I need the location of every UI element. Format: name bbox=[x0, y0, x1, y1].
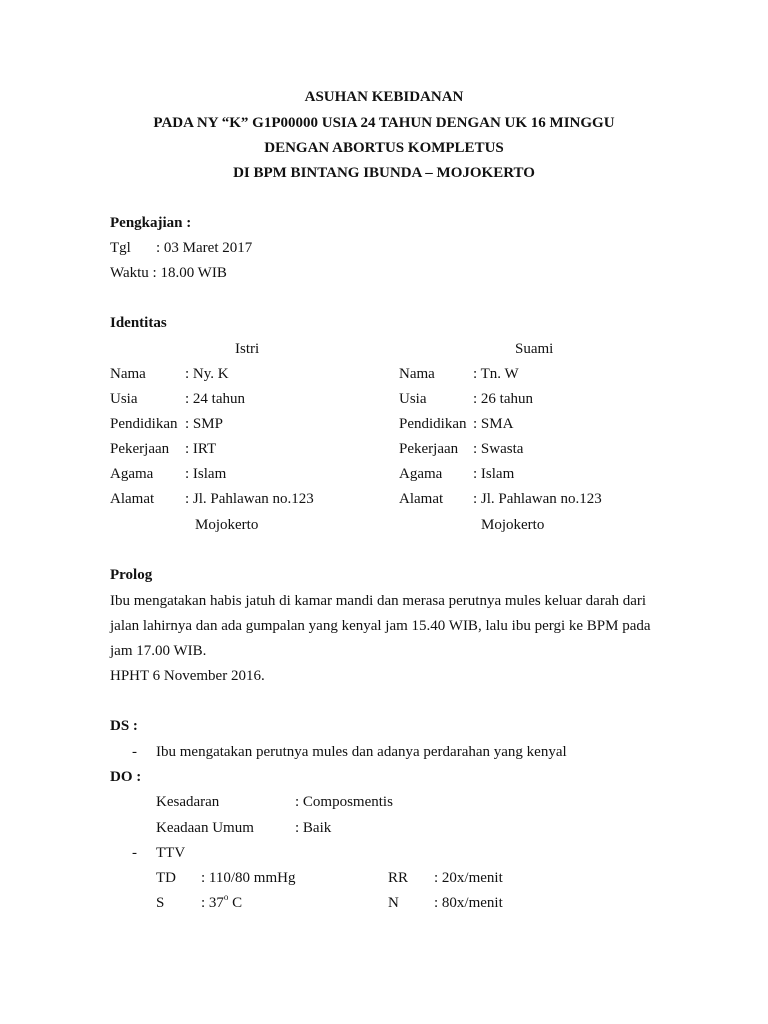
suami-pendidikan-label: Pendidikan bbox=[399, 416, 467, 432]
ds-item: Ibu mengatakan perutnya mules dan adanya perdarahan yang kenyal bbox=[156, 744, 567, 760]
suami-pendidikan-value: : SMA bbox=[473, 416, 514, 432]
n-value: : 80x/menit bbox=[434, 895, 503, 911]
suami-alamat-label: Alamat bbox=[399, 491, 444, 507]
ttv-label: TTV bbox=[156, 845, 186, 861]
istri-nama-value: : Ny. K bbox=[185, 366, 229, 382]
kesadaran-label: Kesadaran bbox=[156, 794, 220, 810]
n-label: N bbox=[388, 895, 399, 911]
suami-pekerjaan-value: : Swasta bbox=[473, 441, 524, 457]
title-line-1: ASUHAN KEBIDANAN bbox=[304, 89, 464, 105]
hpht-line: HPHT 6 November 2016. bbox=[110, 668, 265, 684]
istri-usia-value: : 24 tahun bbox=[185, 391, 245, 407]
s-label: S bbox=[156, 895, 165, 911]
istri-agama-value: : Islam bbox=[185, 466, 227, 482]
suami-agama-value: : Islam bbox=[473, 466, 515, 482]
istri-pekerjaan-label: Pekerjaan bbox=[110, 441, 170, 457]
title-line-2: PADA NY “K” G1P00000 USIA 24 TAHUN DENGAN UK 16 MINGGU bbox=[153, 115, 615, 131]
istri-pekerjaan-value: : IRT bbox=[185, 441, 217, 457]
rr-label: RR bbox=[388, 870, 409, 886]
istri-usia-label: Usia bbox=[110, 391, 138, 407]
prolog-line-2: jalan lahirnya dan ada gumpalan yang kenyal jam 15.40 WIB, lalu ibu pergi ke BPM pada bbox=[110, 618, 651, 634]
suami-usia-value: : 26 tahun bbox=[473, 391, 533, 407]
s-value bbox=[201, 894, 242, 912]
s-value-number: : 37 bbox=[201, 895, 224, 911]
suami-nama-label: Nama bbox=[399, 366, 435, 382]
rr-value: : 20x/menit bbox=[434, 870, 503, 886]
title-line-4: DI BPM BINTANG IBUNDA – MOJOKERTO bbox=[233, 165, 535, 181]
prolog-line-3: jam 17.00 WIB. bbox=[110, 643, 207, 659]
td-value: : 110/80 mmHg bbox=[201, 870, 296, 886]
prolog-line-1: Ibu mengatakan habis jatuh di kamar mandi dan merasa perutnya mules keluar darah dari bbox=[110, 593, 647, 609]
suami-header: Suami bbox=[515, 341, 554, 357]
suami-alamat-line2: Mojokerto bbox=[481, 517, 545, 533]
istri-header: Istri bbox=[235, 341, 260, 357]
istri-pendidikan-value: : SMP bbox=[185, 416, 223, 432]
istri-agama-label: Agama bbox=[110, 466, 154, 482]
suami-alamat-value: : Jl. Pahlawan no.123 bbox=[473, 491, 602, 507]
s-value-unit: C bbox=[228, 895, 243, 911]
suami-agama-label: Agama bbox=[399, 466, 443, 482]
istri-alamat-value: : Jl. Pahlawan no.123 bbox=[185, 491, 314, 507]
keadaan-umum-value: : Baik bbox=[295, 820, 332, 836]
title-line-3: DENGAN ABORTUS KOMPLETUS bbox=[264, 140, 504, 156]
pengkajian-heading: Pengkajian : bbox=[110, 215, 192, 231]
istri-alamat-label: Alamat bbox=[110, 491, 155, 507]
do-heading: DO : bbox=[110, 769, 142, 785]
istri-nama-label: Nama bbox=[110, 366, 146, 382]
suami-usia-label: Usia bbox=[399, 391, 427, 407]
identitas-heading: Identitas bbox=[110, 315, 167, 331]
waktu-line: Waktu : 18.00 WIB bbox=[110, 265, 227, 281]
prolog-heading: Prolog bbox=[110, 567, 153, 583]
suami-pekerjaan-label: Pekerjaan bbox=[399, 441, 459, 457]
s-value-degree: o bbox=[223, 892, 229, 902]
ttv-bullet: - bbox=[132, 845, 137, 861]
istri-pendidikan-label: Pendidikan bbox=[110, 416, 178, 432]
tgl-label: Tgl bbox=[110, 240, 131, 256]
ds-heading: DS : bbox=[110, 718, 138, 734]
td-label: TD bbox=[156, 870, 176, 886]
suami-nama-value: : Tn. W bbox=[473, 366, 519, 382]
ds-bullet: - bbox=[132, 744, 137, 760]
keadaan-umum-label: Keadaan Umum bbox=[156, 820, 254, 836]
istri-alamat-line2: Mojokerto bbox=[195, 517, 259, 533]
tgl-value: : 03 Maret 2017 bbox=[156, 240, 253, 256]
kesadaran-value: : Composmentis bbox=[295, 794, 393, 810]
